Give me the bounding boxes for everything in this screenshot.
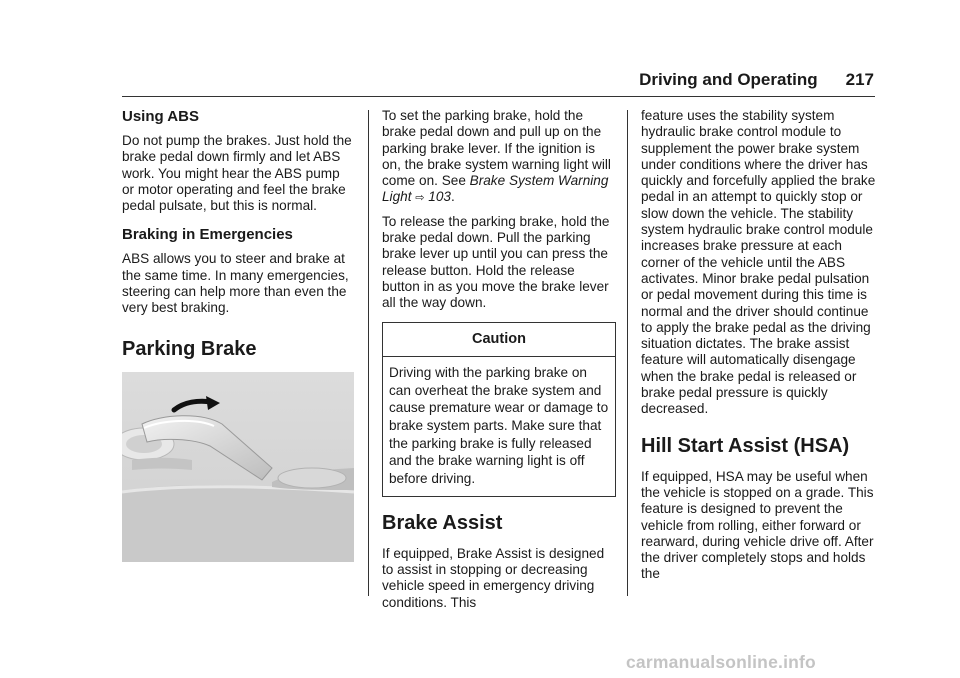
column-right — [641, 108, 877, 590]
hsa-heading: Hill Start Assist (HSA) — [641, 434, 850, 457]
column-divider — [368, 110, 369, 596]
brake-assist-heading: Brake Assist — [382, 511, 503, 534]
brake-assist-continued-text: feature uses the stability system hydraulic brake control module to supplement the power brake system under conditions where the driver has quickly and forcefully applied the brake pedal in an attempt to quickly stop or slow down the vehicle. The stability system hydraulic brake control module increases brake pressure at each corner of the vehicle until the ABS activates. Minor brake pedal pulsation or pedal movement during this time is normal and the driver should continue to apply the brake pedal as the driving situation dictates. The brake assist feature will automatically disengage when the brake pedal is released or brake pedal pressure is quickly decreased. — [641, 108, 876, 417]
braking-emergencies-text: ABS allows you to steer and brake at the same time. In many emergencies, steering can help more than even the very best braking. — [122, 251, 349, 316]
using-abs-text: Do not pump the brakes. Just hold the brake pedal down firmly and let ABS work. You might hear the ABS pump or motor operating and feel the brake pedal pulsate, but this is normal. — [122, 133, 352, 214]
header-title: Driving and Operating — [639, 70, 818, 89]
column-left — [122, 108, 354, 562]
release-parking-brake-text: To release the parking brake, hold the brake pedal down. Pull the parking brake lever up until you can press the release button. Hold the release button in as you move the brake lever all the way down. — [382, 213, 610, 311]
column-divider — [627, 110, 628, 596]
braking-emergencies-heading: Braking in Emergencies — [122, 226, 293, 244]
page-header — [639, 70, 874, 90]
hsa-text: If equipped, HSA may be useful when the vehicle is stopped on a grade. This feature is designed to prevent the vehicle from rolling, either forward or rearward, during vehicle drive off. After the driver completely stops and holds the — [641, 468, 874, 582]
parking-brake-lever-illustration — [122, 372, 354, 562]
parking-brake-heading: Parking Brake — [122, 337, 257, 360]
watermark: carmanualsonline.info — [626, 652, 816, 672]
using-abs-heading: Using ABS — [122, 108, 199, 125]
set-parking-brake-text: To set the parking brake, hold the brake pedal down and pull up on the parking brake lever. If the ignition is on, the brake system warning light will come on. See Brake System Warning Light ⇨ 103. — [382, 108, 611, 205]
brake-assist-text: If equipped, Brake Assist is designed to assist in stopping or decreasing vehicle speed in emergency driving conditions. This — [382, 545, 605, 610]
page-number: 217 — [845, 70, 874, 89]
brake-warning-light-link[interactable]: Brake System Warning Light — [382, 173, 609, 205]
caution-text: Driving with the parking brake on can overheat the brake system and cause premature wear or damage to brake system parts. Make sure that the parking brake is fully released and the brake warning light is off before driving. — [389, 364, 609, 487]
page-ref-icon: ⇨ — [415, 192, 425, 205]
page-ref-number[interactable]: 103 — [428, 189, 451, 205]
caution-title: Caution — [383, 323, 615, 357]
column-middle — [382, 108, 616, 618]
header-rule — [122, 96, 875, 97]
caution-box — [382, 322, 616, 497]
